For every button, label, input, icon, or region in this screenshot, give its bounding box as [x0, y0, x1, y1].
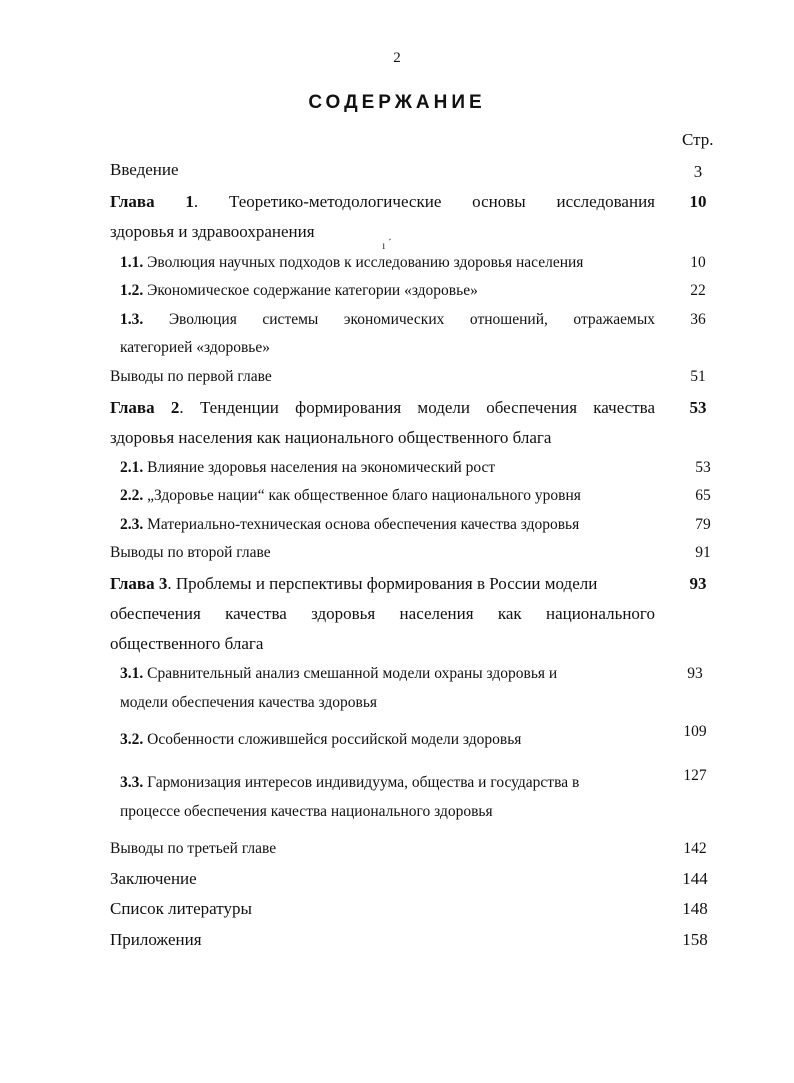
toc-chapter-3-title-line2: обеспечения качества здоровья населения как национального [110, 604, 655, 623]
toc-section-1-1-page: 10 [690, 254, 706, 271]
toc-section-3-1 [120, 665, 557, 683]
toc-section-3-1-num: 3.1. [120, 665, 144, 682]
toc-section-2-2-page: 65 [695, 487, 711, 504]
toc-references-label: Список литературы [110, 899, 252, 918]
toc-section-1-3-page: 36 [690, 311, 706, 328]
toc-section-3-3-num: 3.3. [120, 774, 144, 791]
toc-section-1-2-num: 1.2. [120, 282, 144, 299]
toc-appendices-label: Приложения [110, 930, 202, 949]
toc-section-3-2-page: 109 [683, 723, 707, 740]
toc-chapter-1-conclusion-label: Выводы по первой главе [110, 368, 272, 385]
toc-section-3-1-title-line2: модели обеспечения качества здоровья [120, 694, 378, 711]
toc-chapter-1-page: 10 [689, 192, 707, 211]
toc-conclusion-page: 144 [682, 869, 708, 888]
toc-section-3-1-page: 93 [687, 665, 703, 682]
toc-chapter-3-title-line1: Проблемы и перспективы формирования в России модели [175, 574, 598, 593]
toc-section-3-1-title-line1: Сравнительный анализ смешанной модели охраны здоровья и [147, 665, 558, 682]
toc-conclusion-label: Заключение [110, 869, 197, 888]
toc-section-1-1 [120, 254, 583, 272]
toc-intro-label: Введение [110, 160, 179, 179]
toc-section-1-2 [120, 282, 478, 300]
page-title: СОДЕРЖАНИЕ [308, 92, 486, 113]
toc-chapter-3-conclusion-page: 142 [683, 840, 707, 857]
toc-section-3-3-title-line1: Гармонизация интересов индивидуума, общества и государства в [147, 774, 580, 791]
toc-section-2-3-page: 79 [695, 516, 711, 533]
toc-section-2-2-title: „Здоровье нации“ как общественное благо национального уровня [147, 487, 581, 504]
toc-section-1-3 [120, 311, 655, 329]
toc-section-1-2-title: Экономическое содержание категории «здоровье» [147, 282, 478, 299]
toc-section-3-2-title: Особенности сложившейся российской модели здоровья [147, 731, 522, 748]
toc-chapter-1-prefix: Глава 1 [110, 192, 194, 211]
toc-section-1-1-num: 1.1. [120, 254, 144, 271]
scan-marks: ı ́ [382, 238, 392, 252]
toc-chapter-2-title-line2: здоровья населения как национального общественного блага [110, 428, 552, 447]
toc-section-3-3 [120, 774, 579, 792]
toc-chapter-2-conclusion-label: Выводы по второй главе [110, 544, 271, 561]
toc-section-3-2-num: 3.2. [120, 731, 144, 748]
toc-section-2-1-title: Влияние здоровья населения на экономический рост [147, 459, 496, 476]
toc-chapter-3-title-line3: общественного блага [110, 634, 264, 653]
toc-chapter-1-title-line1: Теоретико-методологические основы исследования [228, 192, 655, 211]
toc-section-2-2 [120, 487, 581, 505]
toc-section-1-3-title-line2: категорией «здоровье» [120, 339, 270, 356]
toc-section-2-3-num: 2.3. [120, 516, 144, 533]
toc-chapter-1-heading: Глава 1. Теоретико-методологические основы исследования [110, 192, 655, 211]
toc-section-1-3-num: 1.3. [120, 311, 144, 328]
toc-section-2-3-title: Материально-техническая основа обеспечения качества здоровья [147, 516, 580, 533]
toc-section-2-1 [120, 459, 495, 477]
toc-chapter-2-title-line1: Тенденции формирования модели обеспечения качества [199, 398, 656, 417]
toc-section-2-3 [120, 516, 579, 534]
toc-appendices-page: 158 [682, 930, 708, 949]
toc-chapter-2-conclusion-page: 91 [695, 544, 711, 561]
toc-chapter-2-prefix: Глава 2 [110, 398, 180, 417]
toc-section-3-2 [120, 731, 521, 749]
toc-section-2-2-num: 2.2. [120, 487, 144, 504]
toc-chapter-2-heading: Глава 2. Тенденции формирования модели обеспечения качества [110, 398, 656, 417]
page-column-header: Стр. [682, 130, 714, 149]
toc-intro-page: 3 [693, 162, 703, 181]
toc-chapter-1-title-line2: здоровья и здравоохранения [110, 222, 315, 241]
toc-chapter-1-conclusion-page: 51 [690, 368, 706, 385]
toc-section-2-1-page: 53 [695, 459, 711, 476]
toc-chapter-3-prefix: Глава 3 [110, 574, 168, 593]
toc-chapter-3-heading: Глава 3. Проблемы и перспективы формирования в России модели [110, 574, 598, 593]
toc-section-3-3-page: 127 [683, 767, 707, 784]
toc-chapter-3-page: 93 [689, 574, 707, 593]
page-number: 2 [393, 50, 401, 66]
toc-references-page: 148 [682, 899, 708, 918]
toc-chapter-2-page: 53 [689, 398, 707, 417]
toc-section-1-3-title-line1: Эволюция системы экономических отношений, отражаемых [168, 311, 656, 328]
toc-section-1-1-title: Эволюция научных подходов к исследованию здоровья населения [147, 254, 584, 271]
toc-section-1-2-page: 22 [690, 282, 706, 299]
toc-chapter-3-conclusion-label: Выводы по третьей главе [110, 840, 277, 857]
toc-section-2-1-num: 2.1. [120, 459, 144, 476]
toc-section-3-3-title-line2: процессе обеспечения качества национального здоровья [120, 803, 493, 820]
